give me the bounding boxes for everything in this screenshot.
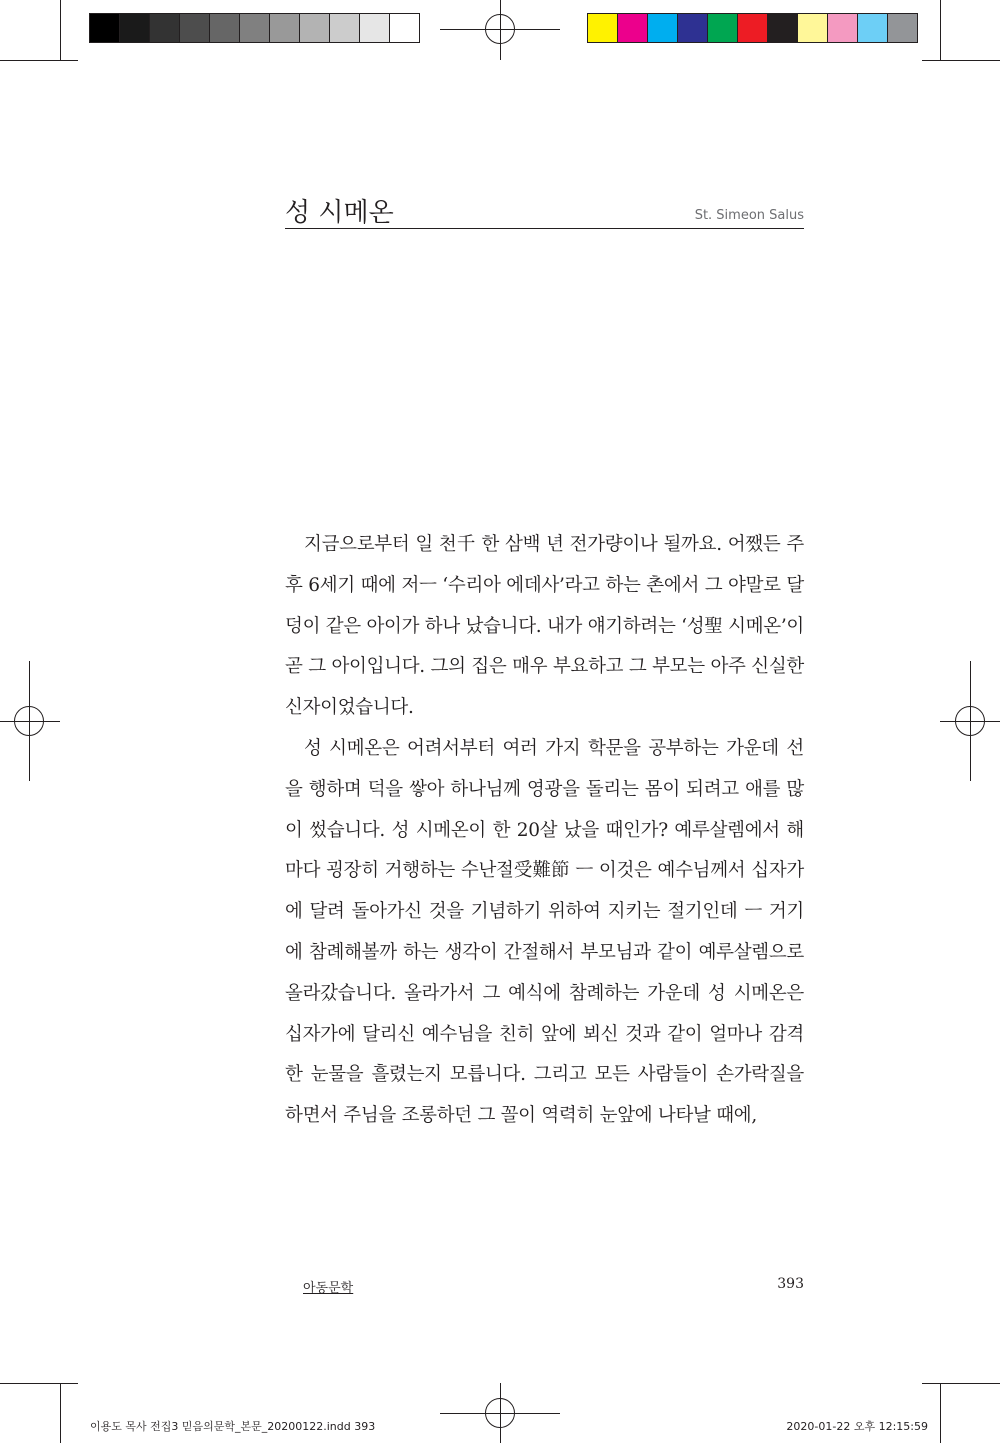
color-swatch — [707, 13, 738, 43]
color-swatch — [677, 13, 708, 43]
color-swatch — [179, 13, 210, 43]
color-swatch — [737, 13, 768, 43]
body-text — [285, 525, 804, 1137]
color-swatch — [359, 13, 390, 43]
color-swatch — [329, 13, 360, 43]
color-swatch — [797, 13, 828, 43]
color-swatch — [767, 13, 798, 43]
color-swatch — [887, 13, 918, 43]
chapter-subtitle: St. Simeon Salus — [694, 208, 804, 223]
color-swatch — [149, 13, 180, 43]
slug-filename: 이용도 목사 전집3 믿음의문학_본문_20200122.indd 393 — [90, 1420, 376, 1433]
grayscale-color-bar — [89, 13, 419, 43]
color-swatch — [209, 13, 240, 43]
color-swatch — [299, 13, 330, 43]
chapter-title: 성 시메온 — [285, 198, 394, 228]
color-swatch — [119, 13, 150, 43]
color-swatch — [89, 13, 120, 43]
running-footer-section: 아동문학 — [303, 1281, 354, 1296]
color-swatch — [857, 13, 888, 43]
color-swatch — [269, 13, 300, 43]
color-swatch — [389, 13, 420, 43]
color-swatch — [827, 13, 858, 43]
color-swatch — [587, 13, 618, 43]
color-swatch — [647, 13, 678, 43]
color-swatch — [239, 13, 270, 43]
color-swatch — [617, 13, 648, 43]
process-color-bar — [587, 13, 917, 43]
paragraph: 성 시메온은 어려서부터 여러 가지 학문을 공부하는 가운데 선을 행하며 덕을 쌓아 하나님께 영광을 돌리는 몸이 되려고 애를 많이 썼습니다. 성 시메온이 한 20살 났을 때인가? 예루살렘에서 해마다 굉장히 거행하는 수난절受難節 ㅡ 이것은 예수님께서 십자가에 달려 돌아가신 것을 기념하기 위하여 지키는 절기인데 ㅡ 거기에 참례해볼까 하는 생각이 간절해서 부모님과 같이 예루살렘으로 올라갔습니다. 올라가서 그 예식에 참례하는 가운데 성 시메온은 십자가에 달리신 예수님을 친히 앞에 뵈신 것과 같이 얼마나 감격한 눈물을 흘렸는지 모릅니다. 그리고 모든 사람들이 손가락질을 하면서 주님을 조롱하던 그 꼴이 역력히 눈앞에 나타날 때에, — [285, 737, 804, 1127]
page-number: 393 — [777, 1276, 804, 1292]
slug-timestamp: 2020-01-22 오후 12:15:59 — [786, 1420, 928, 1433]
title-rule — [285, 228, 804, 229]
paragraph: 지금으로부터 일 천千 한 삼백 년 전가량이나 될까요. 어쨌든 주후 6세기 때에 저ㅡ ‘수리아 에데사’라고 하는 촌에서 그 야말로 달덩이 같은 아이가 하나 났습니다. 내가 얘기하려는 ‘성聖 시메온’이 곧 그 아이입니다. 그의 집은 매우 부요하고 그 부모는 아주 신실한 신자이었습니다. — [285, 534, 804, 719]
